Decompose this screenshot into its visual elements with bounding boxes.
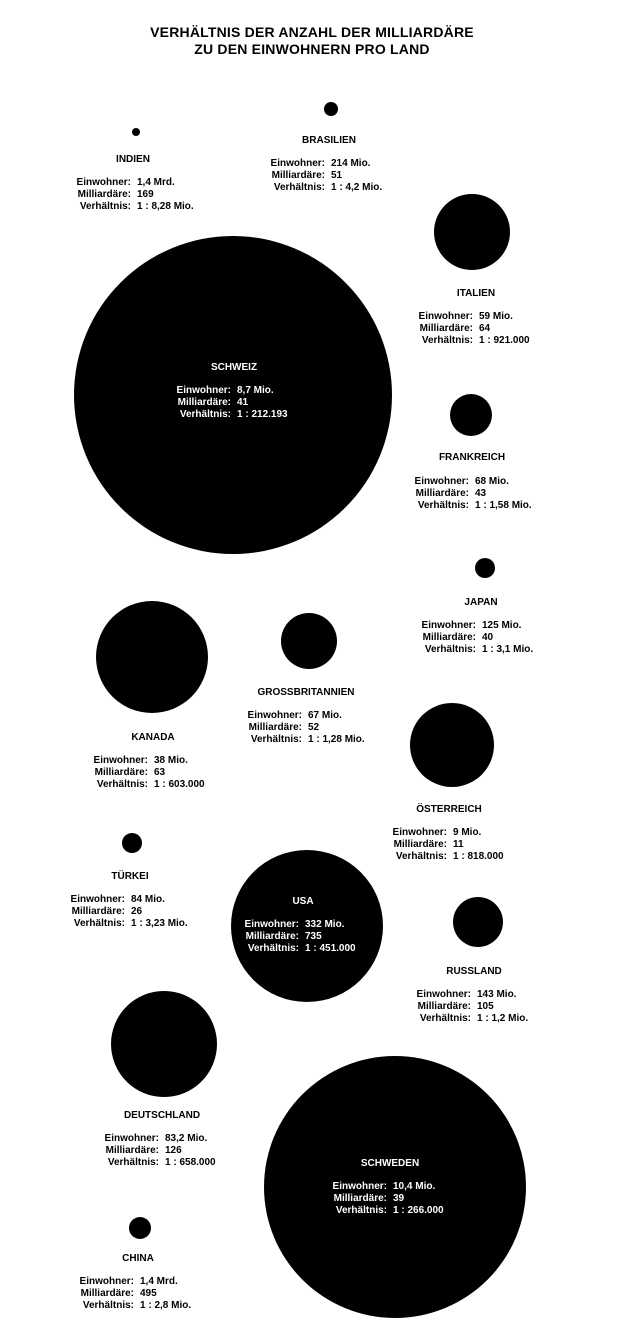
stat-value-billionaires: 126 — [165, 1145, 182, 1156]
stat-row-population — [415, 989, 528, 1001]
stat-label-billionaires: Milliardäre: — [422, 632, 476, 643]
stat-row-billionaires — [269, 170, 382, 182]
bubble-italien — [434, 194, 510, 270]
stat-value-ratio: 1 : 1,28 Mio. — [308, 734, 365, 745]
stat-row-ratio — [175, 409, 288, 421]
stat-value-population: 67 Mio. — [308, 710, 342, 721]
stat-value-billionaires: 41 — [237, 397, 249, 408]
stat-row-ratio — [391, 851, 504, 863]
stat-value-billionaires: 52 — [308, 722, 320, 733]
stat-row-ratio — [413, 500, 532, 512]
stat-label-ratio: Verhältnis: — [247, 943, 299, 954]
stat-label-population: Einwohner: — [247, 710, 302, 721]
stat-value-ratio: 1 : 818.000 — [453, 851, 504, 862]
stat-value-billionaires: 11 — [453, 839, 464, 850]
stat-row-ratio — [243, 943, 356, 955]
stat-row-billionaires — [103, 1145, 216, 1157]
bubble-frankreich — [450, 394, 492, 436]
stat-label-population: Einwohner: — [93, 755, 148, 766]
stat-row-ratio — [331, 1205, 444, 1217]
stat-label-ratio: Verhältnis: — [273, 182, 325, 193]
stat-row-population — [331, 1181, 444, 1193]
stat-row-billionaires — [69, 906, 188, 918]
stat-row-billionaires — [413, 488, 532, 500]
stats-deutschland — [103, 1133, 216, 1169]
stats-schweden — [331, 1181, 444, 1217]
stat-label-population: Einwohner: — [70, 894, 125, 905]
stat-row-ratio — [415, 1013, 528, 1025]
stat-value-billionaires: 64 — [479, 323, 491, 334]
stat-label-billionaires: Milliardäre: — [71, 906, 125, 917]
stat-label-billionaires: Milliardäre: — [419, 323, 473, 334]
stat-value-billionaires: 40 — [482, 632, 494, 643]
bubble-tuerkei — [122, 833, 142, 853]
stat-row-ratio — [92, 779, 205, 791]
stat-value-ratio: 1 : 921.000 — [479, 335, 530, 346]
country-name-tuerkei: TÜRKEI — [111, 871, 149, 882]
stats-italien — [417, 311, 530, 347]
stat-label-ratio: Verhältnis: — [335, 1205, 387, 1216]
stat-row-ratio — [75, 201, 194, 213]
stat-label-population: Einwohner: — [332, 1181, 387, 1192]
stat-row-population — [269, 158, 382, 170]
stat-row-billionaires — [243, 931, 356, 943]
stat-row-billionaires — [331, 1193, 444, 1205]
stat-label-billionaires: Milliardäre: — [80, 1288, 134, 1299]
stat-row-population — [246, 710, 365, 722]
stat-value-population: 10,4 Mio. — [393, 1181, 436, 1192]
stat-row-billionaires — [175, 397, 288, 409]
stat-row-population — [103, 1133, 216, 1145]
country-name-grossbritannien: GROSSBRITANNIEN — [257, 687, 355, 698]
stats-tuerkei — [69, 894, 188, 930]
stat-label-billionaires: Milliardäre: — [177, 397, 231, 408]
stat-label-ratio: Verhältnis: — [179, 409, 231, 420]
country-name-frankreich: FRANKREICH — [438, 452, 506, 463]
stat-row-population — [75, 177, 194, 189]
stat-label-billionaires: Milliardäre: — [77, 189, 131, 200]
stats-indien — [75, 177, 194, 213]
stat-value-population: 59 Mio. — [479, 311, 513, 322]
stat-label-population: Einwohner: — [270, 158, 325, 169]
stat-label-ratio: Verhältnis: — [421, 335, 473, 346]
stat-label-population: Einwohner: — [244, 919, 299, 930]
stat-value-billionaires: 105 — [477, 1001, 494, 1012]
stats-grossbritannien — [246, 710, 365, 746]
stat-label-ratio: Verhältnis: — [419, 1013, 471, 1024]
stat-value-billionaires: 39 — [393, 1193, 405, 1204]
country-name-italien: ITALIEN — [456, 288, 496, 299]
country-name-usa: USA — [292, 896, 314, 907]
stat-value-population: 1,4 Mrd. — [140, 1276, 178, 1287]
stat-value-population: 1,4 Mrd. — [137, 177, 175, 188]
stat-label-ratio: Verhältnis: — [79, 201, 131, 212]
stat-row-billionaires — [417, 323, 530, 335]
stat-label-population: Einwohner: — [421, 620, 476, 631]
stat-value-billionaires: 169 — [137, 189, 154, 200]
bubble-indien — [132, 128, 140, 136]
country-name-brasilien: BRASILIEN — [302, 135, 356, 146]
stat-row-population — [243, 919, 356, 931]
stat-row-billionaires — [246, 722, 365, 734]
country-name-china: CHINA — [122, 1253, 154, 1264]
bubble-russland — [453, 897, 503, 947]
stat-label-population: Einwohner: — [416, 989, 471, 1000]
stats-brasilien — [269, 158, 382, 194]
bubble-deutschland — [111, 991, 217, 1097]
stat-label-ratio: Verhältnis: — [96, 779, 148, 790]
stat-row-ratio — [78, 1300, 191, 1312]
stat-value-billionaires: 735 — [305, 931, 322, 942]
stat-value-ratio: 1 : 8,28 Mio. — [137, 201, 194, 212]
stats-japan — [420, 620, 533, 656]
stat-value-population: 68 Mio. — [475, 476, 509, 487]
stats-frankreich — [413, 476, 532, 512]
stat-label-population: Einwohner: — [76, 177, 131, 188]
stat-label-population: Einwohner: — [414, 476, 469, 487]
stat-value-ratio: 1 : 1,58 Mio. — [475, 500, 532, 511]
chart-title-line-1: VERHÄLTNIS DER ANZAHL DER MILLIARDÄRE — [150, 24, 474, 40]
stat-label-population: Einwohner: — [79, 1276, 134, 1287]
stat-label-billionaires: Milliardäre: — [271, 170, 325, 181]
stat-value-ratio: 1 : 4,2 Mio. — [331, 182, 383, 193]
stat-label-population: Einwohner: — [418, 311, 473, 322]
stat-value-ratio: 1 : 603.000 — [154, 779, 205, 790]
stat-label-billionaires: Milliardäre: — [415, 488, 469, 499]
stat-row-population — [417, 311, 530, 323]
stat-label-population: Einwohner: — [392, 827, 447, 838]
stat-row-ratio — [420, 644, 533, 656]
country-name-deutschland: DEUTSCHLAND — [123, 1110, 201, 1121]
stat-value-ratio: 1 : 266.000 — [393, 1205, 444, 1216]
stat-row-ratio — [103, 1157, 216, 1169]
stat-label-billionaires: Milliardäre: — [248, 722, 302, 733]
stat-value-population: 9 Mio. — [453, 827, 482, 838]
stat-row-ratio — [417, 335, 530, 347]
country-name-indien: INDIEN — [116, 154, 150, 165]
stat-value-ratio: 1 : 2,8 Mio. — [140, 1300, 192, 1311]
stat-label-billionaires: Milliardäre: — [94, 767, 148, 778]
stat-value-ratio: 1 : 3,1 Mio. — [482, 644, 534, 655]
stat-value-ratio: 1 : 658.000 — [165, 1157, 216, 1168]
stat-row-billionaires — [415, 1001, 528, 1013]
stat-value-population: 125 Mio. — [482, 620, 522, 631]
stat-row-billionaires — [75, 189, 194, 201]
bubble-brasilien — [324, 102, 338, 116]
chart-title-line-2: ZU DEN EINWOHNERN PRO LAND — [194, 41, 430, 57]
stat-row-billionaires — [420, 632, 533, 644]
stat-value-billionaires: 495 — [140, 1288, 157, 1299]
stats-russland — [415, 989, 528, 1025]
stat-value-population: 83,2 Mio. — [165, 1133, 208, 1144]
country-name-japan: JAPAN — [464, 597, 498, 608]
stat-value-population: 84 Mio. — [131, 894, 165, 905]
bubble-grossbritannien — [281, 613, 337, 669]
stat-value-population: 38 Mio. — [154, 755, 188, 766]
stat-value-billionaires: 43 — [475, 488, 487, 499]
stat-label-billionaires: Milliardäre: — [393, 839, 447, 850]
stat-label-ratio: Verhältnis: — [417, 500, 469, 511]
stat-row-ratio — [269, 182, 382, 194]
stat-value-ratio: 1 : 3,23 Mio. — [131, 918, 188, 929]
stats-china — [78, 1276, 191, 1312]
stat-value-ratio: 1 : 451.000 — [305, 943, 356, 954]
stat-value-billionaires: 51 — [331, 170, 343, 181]
stat-label-ratio: Verhältnis: — [395, 851, 447, 862]
stat-label-billionaires: Milliardäre: — [417, 1001, 471, 1012]
stat-label-population: Einwohner: — [104, 1133, 159, 1144]
country-name-russland: RUSSLAND — [446, 966, 502, 977]
stat-value-population: 332 Mio. — [305, 919, 345, 930]
stat-row-population — [420, 620, 533, 632]
stat-label-ratio: Verhältnis: — [107, 1157, 159, 1168]
stat-value-billionaires: 26 — [131, 906, 143, 917]
stat-value-billionaires: 63 — [154, 767, 166, 778]
bubble-oesterreich — [410, 703, 494, 787]
stat-label-ratio: Verhältnis: — [82, 1300, 134, 1311]
country-name-oesterreich: ÖSTERREICH — [416, 804, 482, 815]
stat-value-population: 214 Mio. — [331, 158, 371, 169]
stat-value-ratio: 1 : 212.193 — [237, 409, 288, 420]
stat-label-ratio: Verhältnis: — [424, 644, 476, 655]
stat-row-population — [391, 827, 504, 839]
stat-row-population — [413, 476, 532, 488]
stats-usa — [243, 919, 356, 955]
stats-schweiz — [175, 385, 288, 421]
country-name-kanada: KANADA — [131, 732, 175, 743]
stat-row-population — [175, 385, 288, 397]
stat-row-ratio — [69, 918, 188, 930]
stat-label-ratio: Verhältnis: — [73, 918, 125, 929]
stat-row-population — [69, 894, 188, 906]
stat-value-population: 143 Mio. — [477, 989, 517, 1000]
country-name-schweiz: SCHWEIZ — [210, 362, 258, 373]
stat-row-billionaires — [92, 767, 205, 779]
stat-label-billionaires: Milliardäre: — [105, 1145, 159, 1156]
bubble-kanada — [96, 601, 208, 713]
country-name-schweden: SCHWEDEN — [360, 1158, 420, 1169]
stat-label-population: Einwohner: — [176, 385, 231, 396]
bubble-japan — [475, 558, 495, 578]
stat-label-billionaires: Milliardäre: — [245, 931, 299, 942]
bubble-china — [129, 1217, 151, 1239]
stat-row-ratio — [246, 734, 365, 746]
stat-value-population: 8,7 Mio. — [237, 385, 274, 396]
stat-row-population — [92, 755, 205, 767]
stat-row-billionaires — [391, 839, 504, 851]
stat-label-billionaires: Milliardäre: — [333, 1193, 387, 1204]
stats-oesterreich — [391, 827, 504, 863]
stat-row-billionaires — [78, 1288, 191, 1300]
stat-row-population — [78, 1276, 191, 1288]
stat-label-ratio: Verhältnis: — [250, 734, 302, 745]
stats-kanada — [92, 755, 205, 791]
stat-value-ratio: 1 : 1,2 Mio. — [477, 1013, 529, 1024]
